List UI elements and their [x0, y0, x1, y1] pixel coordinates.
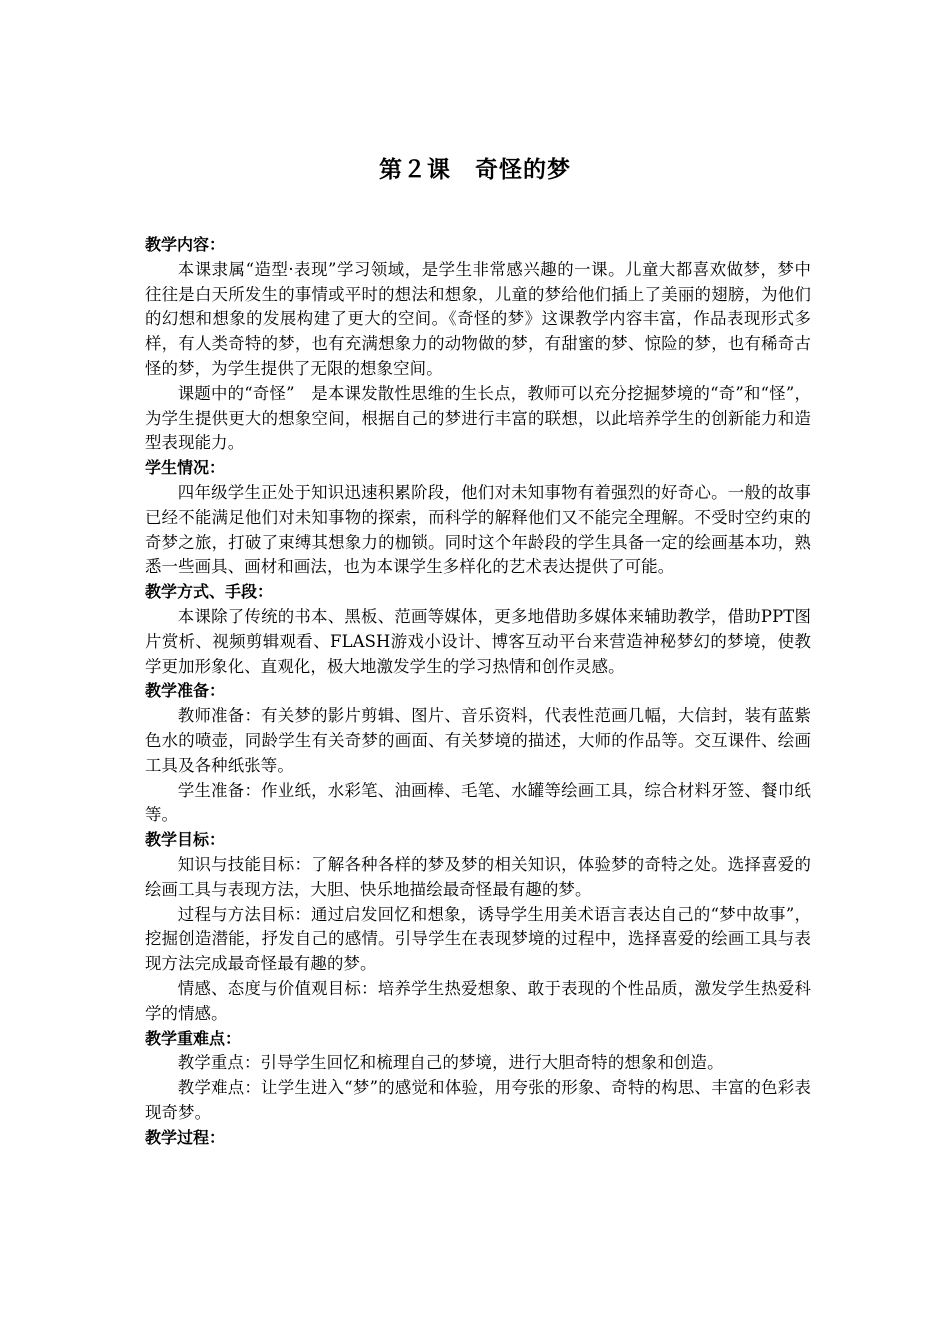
section-teaching-methods — [145, 580, 811, 679]
section-heading: 学生情况： — [145, 458, 226, 478]
section-heading: 教学重难点： — [145, 1028, 242, 1048]
section-heading: 教学方式、手段： — [145, 582, 274, 602]
section-teaching-content — [145, 233, 811, 456]
paragraph: 教师准备：有关梦的影片剪辑、图片、音乐资料，代表性范画几幅，大信封，装有蓝紫色水的喷壶，同龄学生有关奇梦的画面、有关梦境的描述，大师的作品等。交互课件、绘画工具及各种纸张等。 — [145, 706, 811, 775]
paragraph: 课题中的“奇怪” 是本课发散性思维的生长点，教师可以充分挖掘梦境的“奇”和“怪”，为学生提供更大的想象空间，根据自己的梦进行丰富的联想，以此培养学生的创新能力和造型表现能力。 — [145, 383, 811, 453]
section-teaching-process — [145, 1126, 811, 1151]
section-heading: 教学目标： — [145, 830, 226, 850]
paragraph: 本课除了传统的书本、黑板、范画等媒体，更多地借助多媒体来辅助教学，借助PPT图片赏析、视频剪辑观看、FLASH游戏小设计、博客互动平台来营造神秘梦幻的梦境，使教学更加形象化、直观化，极大地激发学生的学习热情和创作灵感。 — [145, 606, 811, 676]
paragraph: 教学难点：让学生进入“梦”的感觉和体验，用夸张的形象、奇特的构思、丰富的色彩表现奇梦。 — [145, 1078, 811, 1122]
document-title: 第２课 奇怪的梦 — [379, 157, 571, 183]
paragraph: 本课隶属“造型·表现”学习领域，是学生非常感兴趣的一课。儿童大都喜欢做梦，梦中往往是白天所发生的事情或平时的想法和想象，儿童的梦给他们插上了美丽的翅膀，为他们的幻想和想象的发展构建了更大的空间。《奇怪的梦》这课教学内容丰富，作品表现形式多样，有人类奇特的梦，也有充满想象力的动物做的梦，有甜蜜的梦、惊险的梦，也有稀奇古怪的梦，为学生提供了无限的想象空间。 — [145, 259, 811, 378]
section-student-situation — [145, 456, 811, 580]
document-body — [145, 233, 811, 1150]
section-heading: 教学内容： — [145, 235, 226, 254]
paragraph: 学生准备：作业纸，水彩笔、油画棒、毛笔、水罐等绘画工具，综合材料牙签、餐巾纸等。 — [145, 780, 811, 825]
paragraph: 教学重点：引导学生回忆和梳理自己的梦境，进行大胆奇特的想象和创造。 — [177, 1053, 724, 1073]
section-heading: 教学过程： — [145, 1127, 226, 1147]
section-teaching-preparation — [145, 679, 811, 828]
section-key-difficult-points — [145, 1027, 811, 1126]
section-heading: 教学准备： — [145, 681, 226, 701]
paragraph: 四年级学生正处于知识迅速积累阶段，他们对未知事物有着强烈的好奇心。一般的故事已经不能满足他们对未知事物的探索，而科学的解释他们又不能完全理解。不受时空约束的奇梦之旅，打破了束缚其想象力的枷锁。同时这个年龄段的学生具备一定的绘画基本功，熟悉一些画具、画材和画法，也为本课学生多样化的艺术表达提供了可能。 — [145, 482, 811, 577]
paragraph: 过程与方法目标：通过启发回忆和想象，诱导学生用美术语言表达自己的“梦中故事”，挖掘创造潜能，抒发自己的感情。引导学生在表现梦境的过程中，选择喜爱的绘画工具与表现方法完成最奇怪最有趣的梦。 — [145, 904, 811, 974]
paragraph: 知识与技能目标：了解各种各样的梦及梦的相关知识，体验梦的奇特之处。选择喜爱的绘画工具与表现方法，大胆、快乐地描绘最奇怪最有趣的梦。 — [145, 854, 811, 899]
paragraph: 情感、态度与价值观目标：培养学生热爱想象、敢于表现的个性品质，激发学生热爱科学的情感。 — [145, 978, 811, 1023]
section-teaching-goals — [145, 828, 811, 1026]
